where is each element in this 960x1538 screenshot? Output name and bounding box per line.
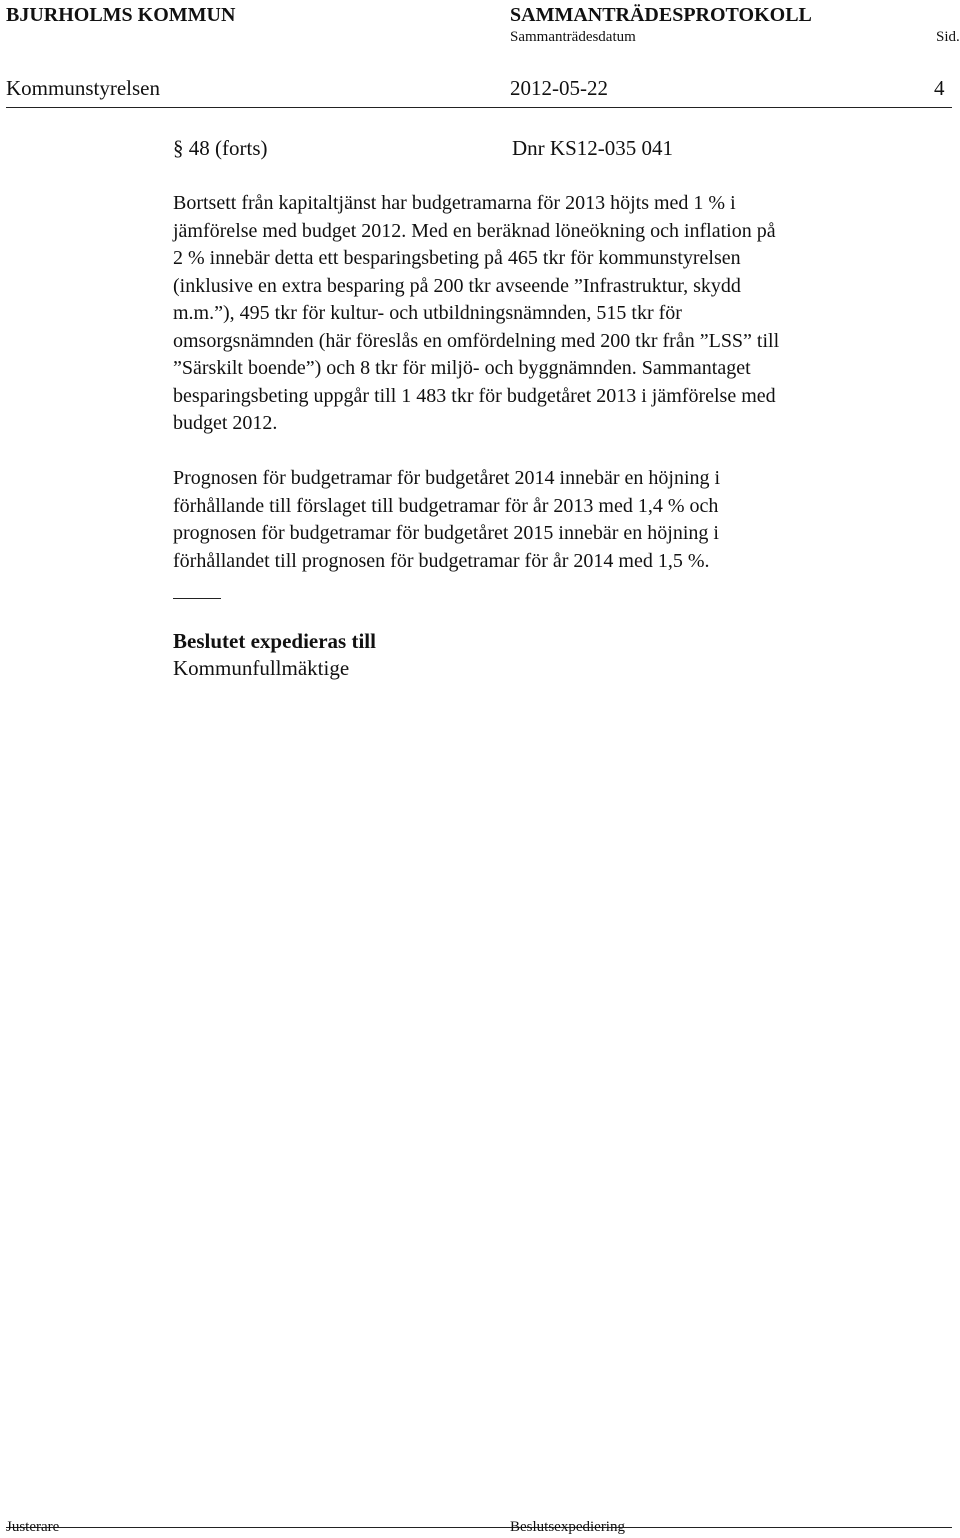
meeting-date-label: Sammanträdesdatum (510, 29, 636, 45)
text-line: förhållande till förslaget till budgetramar för år 2013 med 1,4 % och (173, 494, 719, 517)
footer-signatory-label: Justerare (6, 1519, 60, 1535)
footer-dispatch-label: Beslutsexpediering (510, 1519, 625, 1535)
paragraph-1 (173, 190, 895, 438)
diary-number: Dnr KS12-035 041 (512, 136, 673, 160)
text-line: ”Särskilt boende”) och 8 tkr för miljö- och byggnämnden. Sammantaget (173, 357, 751, 379)
organization-name: BJURHOLMS KOMMUN (6, 4, 236, 26)
header-divider (6, 107, 952, 108)
meeting-date: 2012-05-22 (510, 76, 608, 100)
paragraph-heading: § 48 (forts) (173, 136, 268, 160)
distribution-heading: Beslutet expedieras till (173, 629, 376, 653)
text-line: omsorgsnämnden (här föreslås en omfördelning med 200 tkr från ”LSS” till (173, 329, 780, 352)
text-line: budget 2012. (173, 412, 278, 434)
text-line: 2 % innebär detta ett besparingsbeting på 465 tkr för kommunstyrelsen (173, 247, 741, 269)
document-type: SAMMANTRÄDESPROTOKOLL (510, 4, 812, 26)
text-line: (inklusive en extra besparing på 200 tkr avseende ”Infrastruktur, skydd (173, 274, 741, 297)
text-line: prognosen för budgetramar för budgetåret 2015 innebär en höjning i (173, 522, 719, 544)
section-divider (173, 598, 221, 599)
organ-name: Kommunstyrelsen (6, 76, 160, 100)
text-line: m.m.”), 495 tkr för kultur- och utbildningsnämnden, 515 tkr för (173, 302, 682, 324)
text-line: jämförelse med budget 2012. Med en beräknad löneökning och inflation på (173, 219, 776, 242)
text-line: förhållandet till prognosen för budgetramar för år 2014 med 1,5 %. (173, 549, 710, 572)
paragraph-2 (173, 465, 895, 575)
page-label: Sid. (936, 29, 960, 45)
text-line: besparingsbeting uppgår till 1 483 tkr för budgetåret 2013 i jämförelse med (173, 384, 776, 407)
footer-divider (6, 1527, 952, 1528)
distribution-recipient: Kommunfullmäktige (173, 656, 350, 680)
page-number: 4 (934, 76, 945, 100)
text-line: Prognosen för budgetramar för budgetåret 2014 innebär en höjning i (173, 467, 721, 489)
text-line: Bortsett från kapitaltjänst har budgetramarna för 2013 höjts med 1 % i (173, 192, 736, 214)
